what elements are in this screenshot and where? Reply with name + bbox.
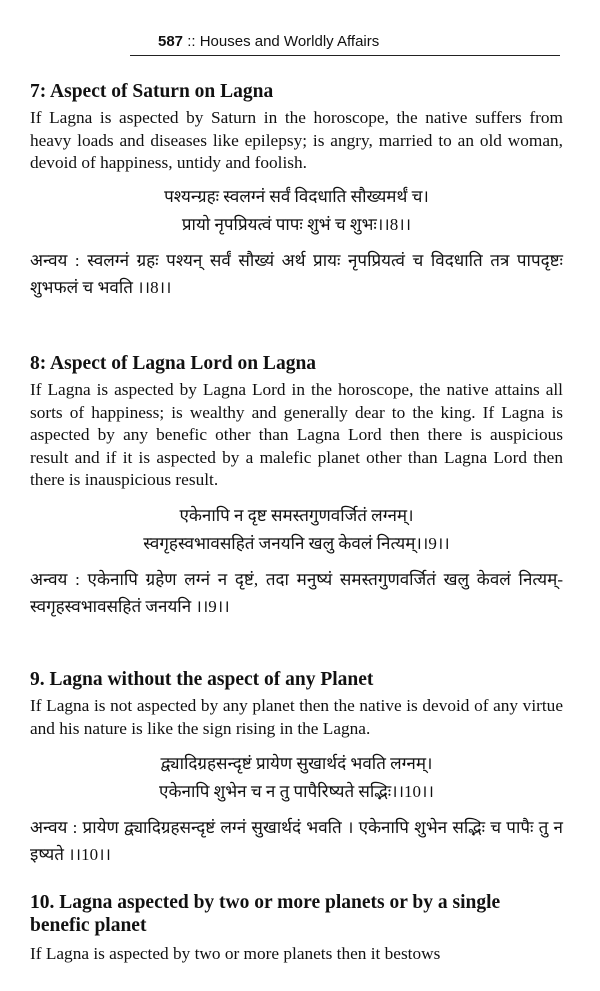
anvaya: अन्वय : प्रायेण द्व्यादिग्रहसन्दृष्टं लग्नं सुखार्थदं भवति । एकेनापि शुभेन सद्भिः च पापैः तु न इष्यते ।।10।। [30,818,563,865]
verse-line: एकेनापि न दृष्ट समस्तगुणवर्जितं लग्नम्। [179,505,414,525]
anvaya: अन्वय : स्वलग्नं ग्रहः पश्यन् सर्वं सौख्यं अर्थ प्रायः नृपप्रियत्वं च विदधाति तत्र पापदृष्टः शुभफलं च भवति ।।8।। [30,250,563,297]
verse-line: द्व्यादिग्रहसन्दृष्टं प्रायेण सुखार्थदं भवति लग्नम्। [160,754,433,774]
running-header [130,33,560,56]
section-heading: 10. Lagna aspected by two or more planets or by a single benefic planet [30,892,501,936]
page-number: 587 [158,33,184,50]
verse-line: एकेनापि शुभेन च न तु पापैरिष्यते सद्भिः।।10।। [159,782,434,802]
section-heading: 8: Aspect of Lagna Lord on Lagna [30,353,317,374]
section-text: If Lagna is aspected by two or more planets then it bestows [30,944,441,963]
section-9 [30,668,563,868]
section-heading: 7: Aspect of Saturn on Lagna [30,81,274,102]
section-7 [30,80,563,301]
section-text: If Lagna is not aspected by any planet then the native is devoid of any virtue and his nature is like the sign rising in the Lagna. [30,696,563,738]
verse-line: स्वगृहस्वभावसहितं जनयनि खलु केवलं नित्यम्।।9।। [143,533,450,553]
running-title: :: Houses and Worldly Affairs [187,33,380,50]
verse-line: प्रायो नृपप्रियत्वं पापः शुभं च शुभः।।8।। [181,214,412,234]
verse-line: पश्यन्ग्रहः स्वलग्नं सर्वं विदधाति सौख्यमर्थं च। [164,186,429,206]
section-8 [30,352,563,620]
anvaya: अन्वय : एकेनापि ग्रहेण लग्नं न दृष्टं, तदा मनुष्यं समस्तगुणवर्जितं खलु केवलं नित्यम्-स्वगृहस्वभावसहितं जनयनि ।।9।। [30,569,563,616]
section-text: If Lagna is aspected by Lagna Lord in the horoscope, the native attains all sorts of happiness; is wealthy and generally dear to the king. If Lagna is aspected by any benefic other than Lagna Lord then there is auspicious result and if it is aspected by a malefic planet other than Lagna Lord then there is inauspicious result. [30,380,563,490]
section-10 [30,891,563,966]
section-heading: 9. Lagna without the aspect of any Planet [30,669,374,690]
section-text: If Lagna is aspected by Saturn in the horoscope, the native suffers from heavy loads and diseases like epilepsy; is angry, married to an old woman, devoid of happiness, untidy and foolish. [30,108,563,173]
